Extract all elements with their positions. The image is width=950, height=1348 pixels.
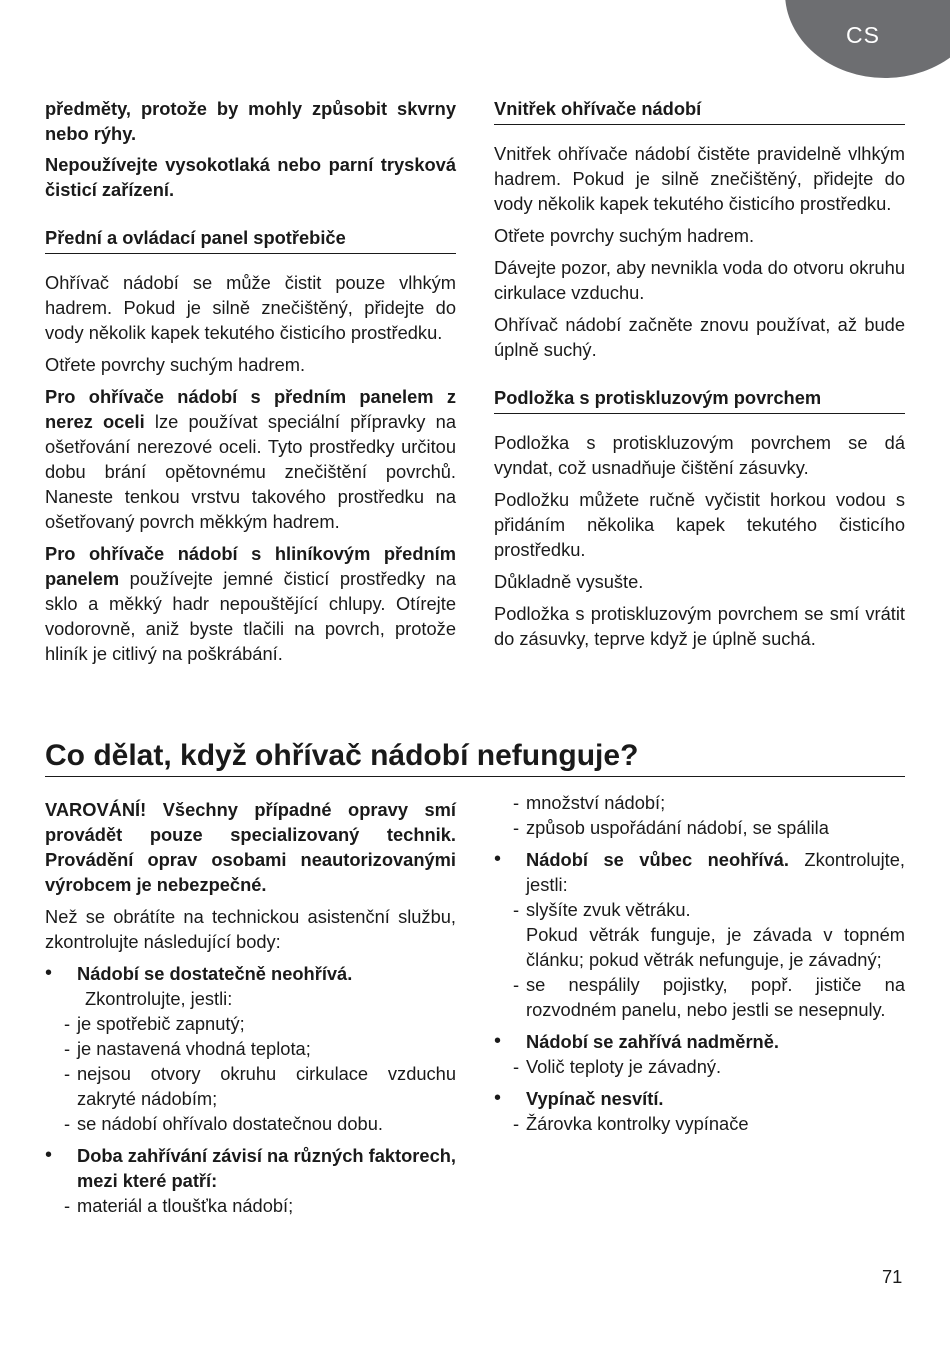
bullet-title: Doba zahřívání závisí na různých faktorech, mezi které patří: bbox=[77, 1145, 456, 1191]
paragraph-front-panel-clean: Ohřívač nádobí se může čistit pouze vlhkým hadrem. Pokud je silně znečištěný, přidejte do vody několik kapek tekutého čisticího prostředku. bbox=[45, 272, 456, 343]
paragraph-use-again: Ohřívač nádobí začněte znovu používat, až bude úplně suchý. bbox=[494, 314, 905, 360]
paragraph-dry-surfaces: Otřete povrchy suchým hadrem. bbox=[45, 354, 306, 375]
repair-warning: VAROVÁNÍ! Všechny případné opravy smí provádět pouze specializovaný technik. Provádění oprav osobami neautorizovanými výrobcem je nebezpečné. bbox=[45, 799, 456, 895]
bullet-title: Nádobí se dostatečně neohřívá. bbox=[77, 963, 353, 984]
list-item: - Žárovka kontrolky vypínače bbox=[513, 1113, 749, 1134]
language-label: CS bbox=[846, 22, 880, 48]
bullet-dot-icon: • bbox=[494, 1030, 502, 1052]
list-item: - materiál a tloušťka nádobí; bbox=[64, 1195, 294, 1216]
bullet-switch-not-lit bbox=[494, 1086, 905, 1111]
right-top-column bbox=[494, 96, 905, 658]
list-item: - nejsou otvory okruhu cirkulace vzduchu zakryté nádobím; bbox=[64, 1063, 456, 1109]
paragraph-air-circuit: Dávejte pozor, aby nevnikla voda do otvoru okruhu cirkulace vzduchu. bbox=[494, 257, 905, 303]
bullet-continuation: Zkontrolujte, jestli: bbox=[85, 988, 233, 1009]
paragraph-pressure-warning: Nepoužívejte vysokotlaká nebo parní trysková čisticí zařízení. bbox=[45, 154, 456, 200]
bullet-text: Zkontrolujte, jestli: bbox=[526, 849, 905, 895]
section-title-front-panel: Přední a ovládací panel spotřebiče bbox=[45, 225, 456, 254]
section-title-interior: Vnitřek ohřívače nádobí bbox=[494, 96, 905, 125]
bullet-title: Nádobí se zahřívá nadměrně. bbox=[526, 1031, 779, 1052]
paragraph-stainless-steel bbox=[45, 384, 456, 534]
stainless-steel-lead: Pro ohřívače nádobí s předním panelem z nerez oceli bbox=[45, 386, 456, 432]
page-number: 71 bbox=[882, 1266, 903, 1287]
list-item-note: Pokud větrák funguje, je závada v topném článku; pokud větrák nefunguje, je závadný; bbox=[526, 924, 905, 970]
bullet-title: Nádobí se vůbec neohřívá. bbox=[526, 849, 789, 870]
section-title-anti-slip-mat: Podložka s protiskluzovým povrchem bbox=[494, 385, 905, 414]
paragraph-mat-return: Podložka s protiskluzovým povrchem se smí vrátit do zásuvky, teprve když je úplně suchá. bbox=[494, 603, 905, 649]
bullet-not-heating-at-all bbox=[494, 847, 905, 897]
stainless-steel-text: lze používat speciální přípravky na ošetřování nerezové oceli. Tyto prostředky určitou dobu brání opětovnému znečištění povrchů. Naneste tenkou vrstvu takového prostředku na ošetřovaný povrch měkkým hadrem. bbox=[45, 411, 456, 532]
aluminium-text: používejte jemné čisticí prostředky na sklo a měkký hadr nepouštějící chlupy. Otírejte vodorovně, aniž byste tlačili na povrch, protože hliník je citlivý na poškrábání. bbox=[45, 568, 456, 664]
bullet-dot-icon: • bbox=[45, 1144, 53, 1166]
list-item: - je spotřebič zapnutý; bbox=[64, 1013, 245, 1034]
bullet-dot-icon: • bbox=[45, 962, 53, 984]
paragraph-interior-clean: Vnitřek ohřívače nádobí čistěte pravidelně vlhkým hadrem. Pokud je silně znečištěný, přidejte do vody několik kapek tekutého čisticího prostředku. bbox=[494, 143, 905, 214]
list-item: - Volič teploty je závadný. bbox=[513, 1056, 722, 1077]
paragraph-check-intro: Než se obrátíte na technickou asistenční službu, zkontrolujte následující body: bbox=[45, 906, 456, 952]
right-bottom-column bbox=[494, 790, 905, 1136]
paragraph-interior-dry: Otřete povrchy suchým hadrem. bbox=[494, 225, 755, 246]
bullet-heating-time-factors bbox=[45, 1143, 456, 1193]
left-bottom-column bbox=[45, 797, 456, 1218]
paragraph-mat-removable: Podložka s protiskluzovým povrchem se dá vyndat, což usnadňuje čištění zásuvky. bbox=[494, 432, 905, 478]
paragraph-mat-dry: Důkladně vysušte. bbox=[494, 571, 644, 592]
paragraph-aluminium bbox=[45, 541, 456, 666]
left-top-column bbox=[45, 96, 456, 673]
bullet-dot-icon: • bbox=[494, 1087, 502, 1109]
list-item: - se nádobí ohřívalo dostatečnou dobu. bbox=[64, 1113, 383, 1134]
list-item: - se nespálily pojistky, popř. jističe na rozvodném panelu, nebo jestli se nesepnuly. bbox=[513, 974, 905, 1020]
bullet-title: Vypínač nesvítí. bbox=[526, 1088, 664, 1109]
paragraph-mat-wash: Podložku můžete ručně vyčistit horkou vodou s přidáním několika kapek tekutého čisticího prostředku. bbox=[494, 489, 905, 560]
list-item: - množství nádobí; bbox=[513, 792, 666, 813]
aluminium-lead: Pro ohřívače nádobí s hliníkovým předním panelem bbox=[45, 543, 456, 589]
main-heading-troubleshooting: Co dělat, když ohřívač nádobí nefunguje? bbox=[45, 738, 905, 777]
list-item: - způsob uspořádání nádobí, se spálila bbox=[513, 817, 829, 838]
bullet-not-heating-enough bbox=[45, 961, 456, 1011]
bullet-overheating bbox=[494, 1029, 905, 1054]
paragraph-scratch-warning: předměty, protože by mohly způsobit skvrny nebo rýhy. bbox=[45, 98, 456, 144]
bullet-dot-icon: • bbox=[494, 848, 502, 870]
list-item: - slyšíte zvuk větráku. bbox=[513, 899, 691, 920]
list-item: - je nastavená vhodná teplota; bbox=[64, 1038, 311, 1059]
